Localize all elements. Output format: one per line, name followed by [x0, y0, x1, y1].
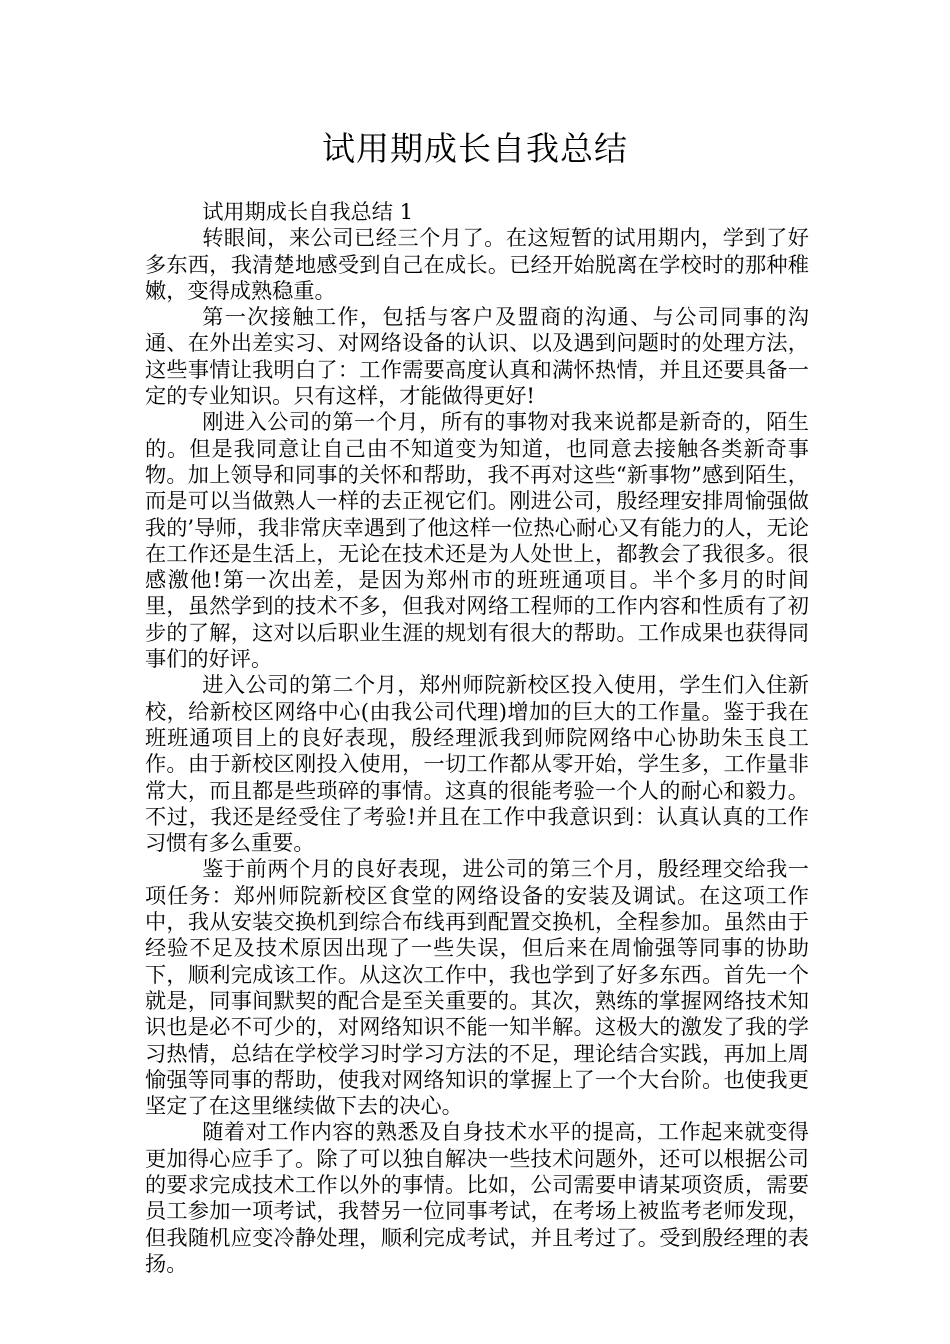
- paragraph: 刚进入公司的第一个月，所有的事物对我来说都是新奇的，陌生的。但是我同意让自己由不知道变为知道，也同意去接触各类新奇事物。加上领导和同事的关怀和帮助，我不再对这些“新事物”感到陌生，而是可以当做熟人一样的去正视它们。刚进公司，殷经理安排周愉强做我的’导师，我非常庆幸遇到了他这样一位热心耐心又有能力的人，无论在工作还是生活上，无论在技术还是为人处世上，都教会了我很多。很感激他!第一次出差，是因为郑州市的班班通项目。半个多月的时间里，虽然学到的技术不多，但我对网络工程师的工作内容和性质有了初步的了解，这对以后职业生涯的规划有很大的帮助。工作成果也获得同事们的好评。: [145, 409, 809, 672]
- section-subheading: 试用期成长自我总结 1: [202, 199, 414, 224]
- document-title: 试用期成长自我总结: [322, 129, 628, 168]
- paragraph: 转眼间，来公司已经三个月了。在这短暂的试用期内，学到了好多东西，我清楚地感受到自己在成长。已经开始脱离在学校时的那种稚嫩，变得成熟稳重。: [145, 225, 809, 303]
- paragraph: 第一次接触工作，包括与客户及盟商的沟通、与公司同事的沟通、在外出差实习、对网络设备的认识、以及遇到问题时的处理方法，这些事情让我明白了：工作需要高度认真和满怀热情，并且还要具备一定的专业知识。只有这样，才能做得更好!: [145, 304, 809, 409]
- paragraph: 随着对工作内容的熟悉及自身技术水平的提高，工作起来就变得更加得心应手了。除了可以独自解决一些技术问题外，还可以根据公司的要求完成技术工作以外的事情。比如，公司需要申请某项资质，需要员工参加一项考试，我替另一位同事考试，在考场上被监考老师发现，但我随机应变冷静处理，顺利完成考试，并且考过了。受到殷经理的表扬。: [145, 1119, 809, 1276]
- paragraph: 鉴于前两个月的良好表现，进公司的第三个月，殷经理交给我一项任务：郑州师院新校区食堂的网络设备的安装及调试。在这项工作中，我从安装交换机到综合布线再到配置交换机，全程参加。虽然由于经验不足及技术原因出现了一些失误，但后来在周愉强等同事的协助下，顺利完成该工作。从这次工作中，我也学到了好多东西。首先一个就是，同事间默契的配合是至关重要的。其次，熟练的掌握网络技术知识也是必不可少的，对网络知识不能一知半解。这极大的激发了我的学习热情，总结在学校学习时学习方法的不足，理论结合实践，再加上周愉强等同事的帮助，使我对网络知识的掌握上了一个大台阶。也使我更坚定了在这里继续做下去的决心。: [145, 856, 809, 1119]
- document-body: [145, 199, 809, 1277]
- paragraph: 进入公司的第二个月，郑州师院新校区投入使用，学生们入住新校，给新校区网络中心(由我公司代理)增加的巨大的工作量。鉴于我在班班通项目上的良好表现，殷经理派我到师院网络中心协助朱玉良工作。由于新校区刚投入使用，一切工作都从零开始，学生多，工作量非常大，而且都是些琐碎的事情。这真的很能考验一个人的耐心和毅力。不过，我还是经受住了考验!并且在工作中我意识到：认真认真的工作习惯有多么重要。: [145, 672, 809, 856]
